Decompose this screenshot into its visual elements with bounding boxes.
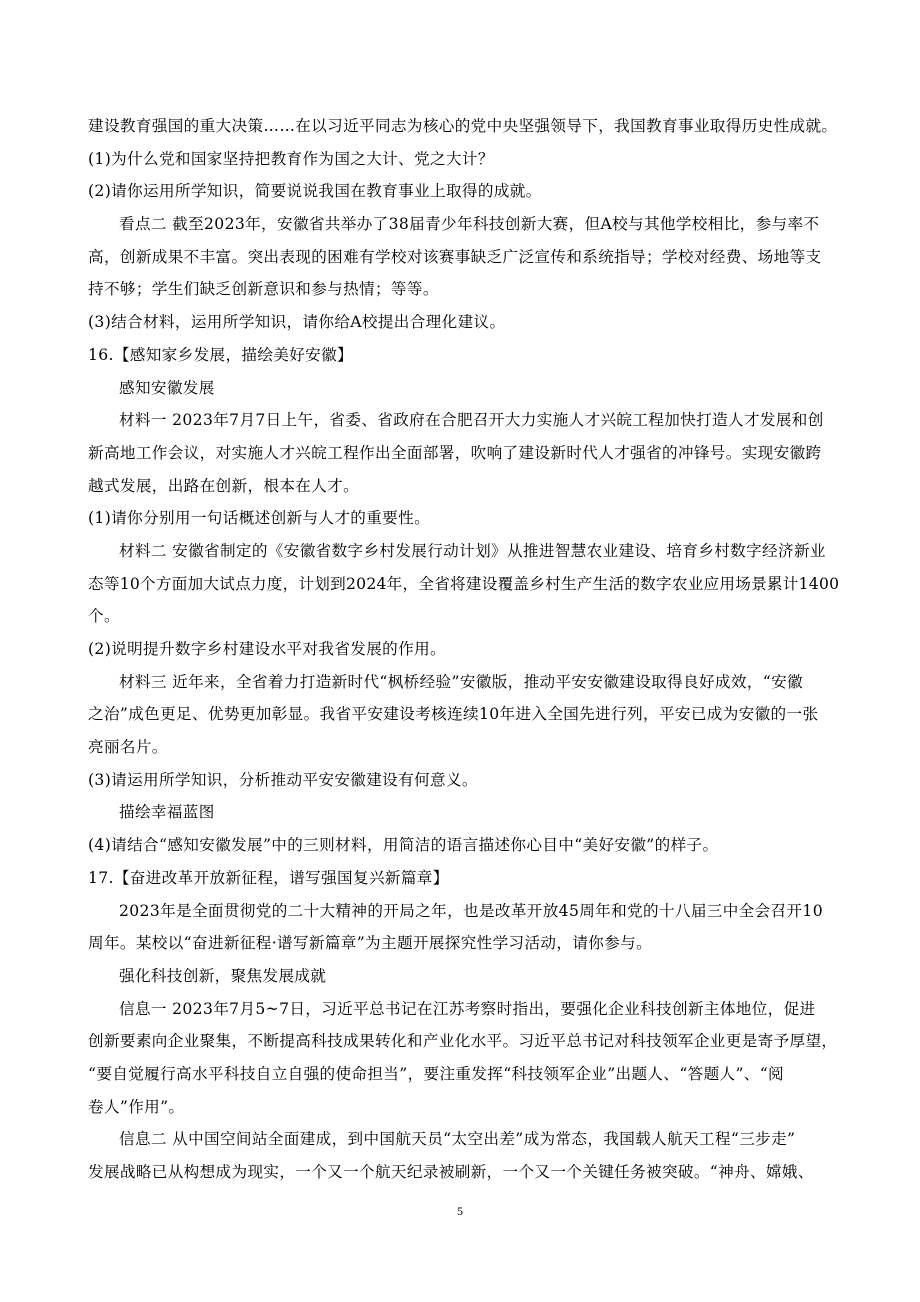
- text-line: 17.【奋进改革开放新征程，谱写强国复兴新篇章】: [88, 868, 449, 887]
- text-line: 材料三 近年来，全省着力打造新时代“枫桥经验”安徽版，推动平安安徽建设取得良好成效，“安徽: [119, 672, 803, 691]
- document-body: [88, 110, 840, 1189]
- text-line: 卷人”作用”。: [88, 1097, 185, 1116]
- text-line: 新高地工作会议，对实施人才兴皖工程作出全面部署，吹响了建设新时代人才强省的冲锋号。实现安徽跨: [88, 443, 822, 462]
- text-line: 描绘幸福蓝图: [119, 803, 215, 822]
- text-line: 信息二 从中国空间站全面建成，到中国航天员“太空出差”成为常态，我国载人航天工程“三步走”: [119, 1130, 796, 1149]
- text-line: (1)为什么党和国家坚持把教育作为国之大计、党之大计？: [88, 149, 494, 168]
- text-line: 高，创新成果不丰富。突出表现的困难有学校对该赛事缺乏广泛宣传和系统指导；学校对经费、场地等支: [88, 247, 822, 266]
- text-line: 强化科技创新，聚焦发展成就: [119, 966, 327, 985]
- text-line: 周年。某校以“奋进新征程·谱写新篇章”为主题开展探究性学习活动，请你参与。: [88, 934, 653, 953]
- text-line: 个。: [88, 607, 120, 626]
- text-line: 持不够；学生们缺乏创新意识和参与热情；等等。: [88, 280, 439, 299]
- text-line: (1)请你分别用一句话概述创新与人才的重要性。: [88, 509, 431, 528]
- text-line: 之治”成色更足、优势更加彰显。我省平安建设考核连续10年进入全国先进行列，平安已成为安徽的一张: [88, 705, 819, 724]
- text-line: 2023年是全面贯彻党的二十大精神的开局之年，也是改革开放45周年和党的十八届三中全会召开10: [119, 901, 823, 920]
- text-line: 看点二 截至2023年，安徽省共举办了38届青少年科技创新大赛，但A校与其他学校相比，参与率不: [119, 215, 820, 234]
- text-line: 材料一 2023年7月7日上午，省委、省政府在合肥召开大力实施人才兴皖工程加快打造人才发展和创: [119, 411, 824, 430]
- page-number: 5: [457, 1204, 463, 1218]
- text-line: (3)请运用所学知识，分析推动平安安徽建设有何意义。: [88, 770, 478, 789]
- text-line: (4)请结合“感知安徽发展”中的三则材料，用简洁的语言描述你心目中“美好安徽”的样子。: [88, 836, 719, 855]
- text-line: 态等10个方面加大试点力度，计划到2024年，全省将建设覆盖乡村生产生活的数字农业应用场景累计1400: [88, 574, 840, 593]
- text-line: (2)说明提升数字乡村建设水平对我省发展的作用。: [88, 640, 446, 658]
- text-line: 越式发展，出路在创新，根本在人才。: [88, 476, 360, 495]
- text-line: (2)请你运用所学知识，简要说说我国在教育事业上取得的成就。: [88, 182, 542, 201]
- text-line: “要自觉履行高水平科技自立自强的使命担当”，要注重发挥“科技领军企业”出题人、“答题人”、“阅: [88, 1064, 785, 1083]
- text-line: 感知安徽发展: [119, 378, 215, 397]
- text-line: 创新要素向企业聚集，不断提高科技成果转化和产业化水平。习近平总书记对科技领军企业更是寄予厚望，: [88, 1032, 838, 1051]
- text-line: 建设教育强国的重大决策……在以习近平同志为核心的党中央坚强领导下，我国教育事业取得历史性成就。: [88, 117, 838, 135]
- text-line: 信息一 2023年7月5~7日，习近平总书记在江苏考察时指出，要强化企业科技创新主体地位，促进: [119, 999, 816, 1018]
- text-line: 发展战略已从构想成为现实，一个又一个航天纪录被刷新，一个又一个关键任务被突破。“神舟、嫦娥、: [88, 1163, 814, 1181]
- text-line: 材料二 安徽省制定的《安徽省数字乡村发展行动计划》从推进智慧农业建设、培育乡村数字经济新业: [119, 541, 826, 560]
- text-line: 16.【感知家乡发展，描绘美好安徽】: [88, 345, 354, 364]
- text-line: 亮丽名片。: [88, 738, 168, 757]
- text-line: (3)结合材料，运用所学知识，请你给A校提出合理化建议。: [88, 313, 506, 332]
